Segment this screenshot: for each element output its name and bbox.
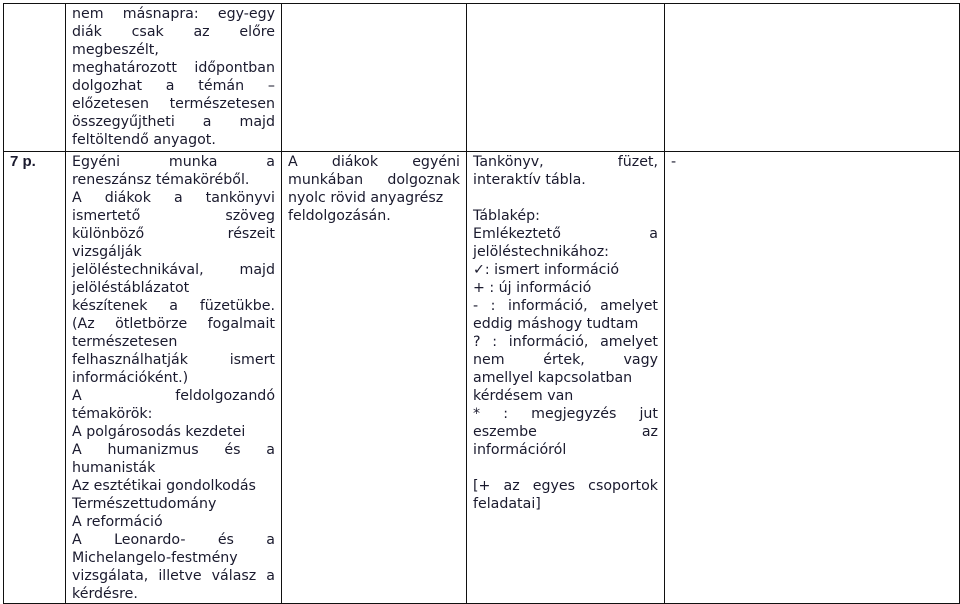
text-line: humanisták: [72, 460, 156, 476]
text-line: nem értek, vagy: [473, 352, 658, 368]
text-line: reneszánsz témaköréből.: [72, 172, 250, 188]
text-line: témakörök:: [72, 406, 153, 422]
text-line: Egyéni munka a: [72, 154, 275, 170]
text-line: Természettudomány: [72, 496, 217, 512]
text-line: kérdésem van: [473, 388, 574, 404]
notes-cell: [665, 4, 960, 152]
text-line: jelöléstáblázatot: [72, 280, 190, 296]
time-cell: [4, 152, 66, 604]
text-line: készítenek a füzetükbe.: [72, 298, 275, 314]
form-cell: [282, 152, 467, 604]
text-line: * : megjegyzés jut: [473, 406, 658, 422]
text-line: A polgárosodás kezdetei: [72, 424, 246, 440]
text-line: Táblakép:: [473, 208, 540, 224]
text-line: ismertető szöveg: [72, 208, 275, 224]
text-line: A diákok egyéni: [288, 154, 460, 170]
text-line: természetesen: [72, 334, 178, 350]
time-label: 7 p.: [10, 153, 36, 170]
text-line: Emlékeztető a: [473, 226, 658, 242]
text-line: ? : információ, amelyet: [473, 334, 658, 350]
blank-line: [473, 459, 658, 477]
text-line: A humanizmus és a: [72, 442, 275, 458]
text-line: munkában dolgoznak: [288, 172, 460, 188]
table-row: [4, 4, 960, 152]
time-cell: [4, 4, 66, 152]
tools-cell: [467, 4, 665, 152]
text-line: Az esztétikai gondolkodás: [72, 478, 256, 494]
text-line: információként.): [72, 370, 189, 386]
table-row: [4, 152, 960, 604]
text-line: összegyűjtheti a majd: [72, 114, 275, 130]
text-line: feladatai]: [473, 496, 541, 512]
text-line: előzetesen természetesen: [72, 96, 275, 112]
text-line: kérdésre.: [72, 586, 138, 602]
text-line: diák csak az előre: [72, 24, 275, 40]
text-line: eszembe az: [473, 424, 658, 440]
text-line: különböző részeit: [72, 226, 275, 242]
text-line: megbeszélt,: [72, 42, 159, 58]
text-line: felhasználhatják ismert: [72, 352, 275, 368]
text-line: [+ az egyes csoportok: [473, 478, 658, 494]
text-line: információról: [473, 442, 567, 458]
text-line: Tankönyv, füzet,: [473, 154, 658, 170]
notes-cell: [665, 152, 960, 604]
text-line: feldolgozásán.: [288, 208, 391, 224]
text-line: A Leonardo- és a: [72, 532, 275, 548]
text-line: feltöltendő anyagot.: [72, 132, 216, 148]
text-line: jelöléstechnikához:: [473, 244, 609, 260]
notes-text: -: [671, 154, 677, 170]
text-line: dolgozhat a témán –: [72, 78, 275, 94]
text-line: jelöléstechnikával, majd: [72, 262, 275, 278]
text-line: A reformáció: [72, 514, 163, 530]
text-line: amellyel kapcsolatban: [473, 370, 633, 386]
text-line: meghatározott időpontban: [72, 60, 275, 76]
text-line: Michelangelo-festmény: [72, 550, 238, 566]
activity-cell: [66, 4, 282, 152]
text-line: nyolc rövid anyagrész: [288, 190, 444, 206]
text-line: A feldolgozandó: [72, 388, 275, 404]
text-line: vizsgálata, illetve válasz a: [72, 568, 275, 584]
text-line: eddig máshogy tudtam: [473, 316, 639, 332]
tools-cell: [467, 152, 665, 604]
form-cell: [282, 4, 467, 152]
blank-line: [473, 189, 658, 207]
text-line: + : új információ: [473, 280, 592, 296]
text-line: vizsgálják: [72, 244, 142, 260]
text-line: A diákok a tankönyvi: [72, 190, 275, 206]
lesson-plan-table: [3, 3, 960, 604]
text-line: ✓: ismert információ: [473, 262, 620, 278]
text-line: interaktív tábla.: [473, 172, 586, 188]
text-line: - : információ, amelyet: [473, 298, 658, 314]
activity-cell: [66, 152, 282, 604]
text-line: nem másnapra: egy-egy: [72, 6, 275, 22]
text-line: (Az ötletbörze fogalmait: [72, 316, 275, 332]
